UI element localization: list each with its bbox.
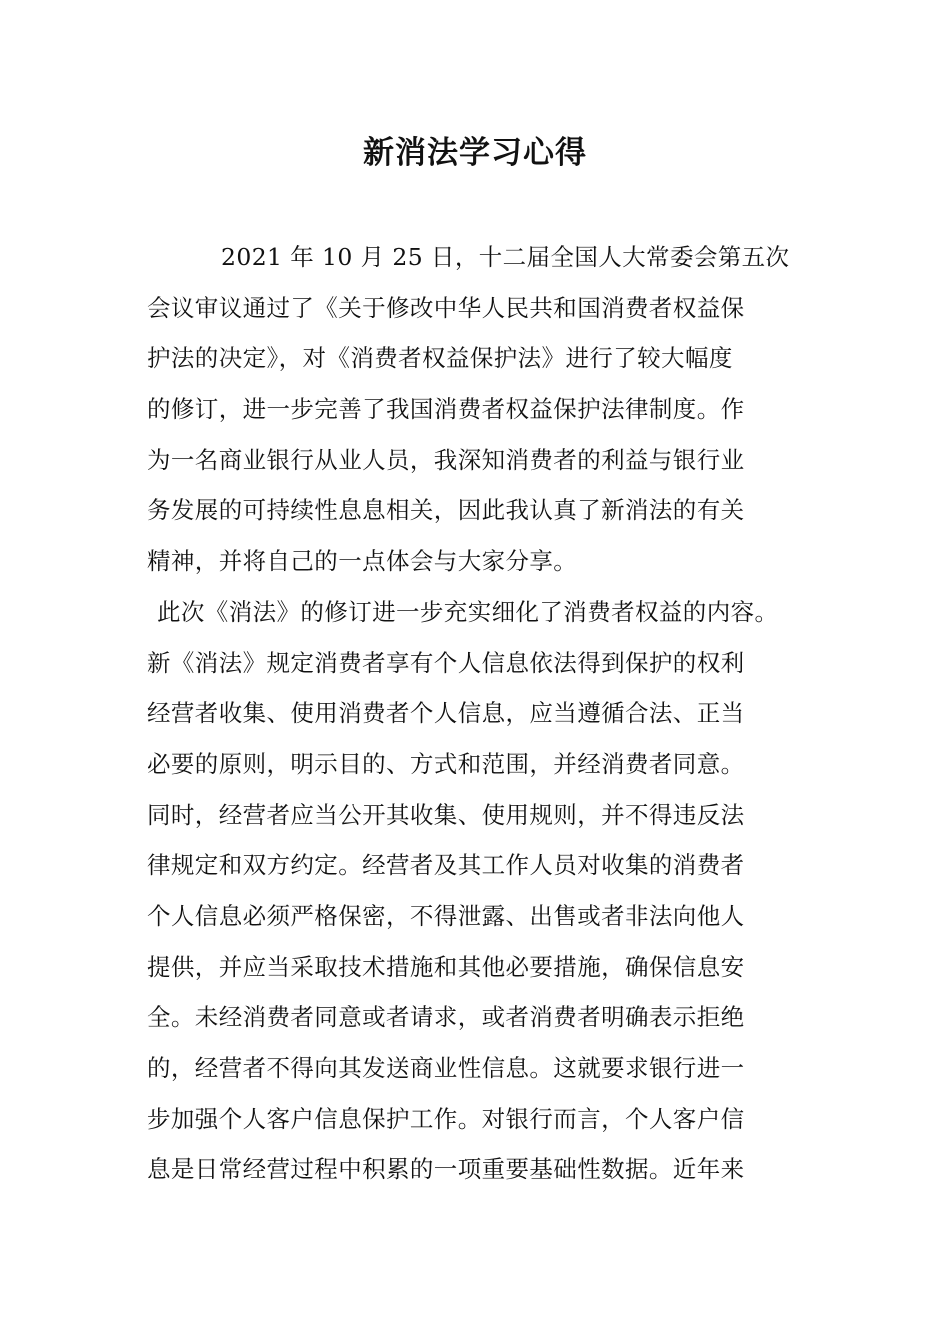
text-line: 2021 年 10 月 25 日，十二届全国人大常委会第五次 [221,243,790,271]
text-line: 护法的决定》，对《消费者权益保护法》进行了较大幅度 [147,344,733,373]
text-line: 的，经营者不得向其发送商业性信息。这就要求银行进一 [147,1054,745,1082]
text-line: 的修订，进一步完善了我国消费者权益保护法律制度。作 [147,395,745,424]
text-line: 此次《消法》的修订进一步充实细化了消费者权益的内容。 [157,597,779,626]
text-line: 个人信息必须严格保密，不得泄露、出售或者非法向他人 [147,901,745,930]
text-line: 经营者收集、使用消费者个人信息，应当遵循合法、正当 [147,699,745,728]
text-line: 同时，经营者应当公开其收集、使用规则，并不得违反法 [147,800,745,829]
text-line: 全。未经消费者同意或者请求，或者消费者明确表示拒绝 [147,1003,745,1032]
text-line: 步加强个人客户信息保护工作。对银行而言，个人客户信 [147,1104,745,1133]
document-body [147,237,807,1200]
text-line: 提供，并应当采取技术措施和其他必要措施，确保信息安 [147,952,745,981]
text-line: 必要的原则，明示目的、方式和范围，并经消费者同意。 [147,749,745,778]
text-line: 为一名商业银行从业人员，我深知消费者的利益与银行业 [147,445,745,474]
text-line: 息是日常经营过程中积累的一项重要基础性数据。近年来 [147,1155,745,1184]
text-line: 精神，并将自己的一点体会与大家分享。 [147,547,578,576]
text-line: 会议审议通过了《关于修改中华人民共和国消费者权益保 [147,293,745,322]
text-line: 务发展的可持续性息息相关，因此我认真了新消法的有关 [147,496,745,525]
text-line: 新《消法》规定消费者享有个人信息依法得到保护的权利 [147,648,745,677]
document-title: 新消法学习心得 [363,135,587,171]
text-line: 律规定和双方约定。经营者及其工作人员对收集的消费者 [147,851,745,880]
